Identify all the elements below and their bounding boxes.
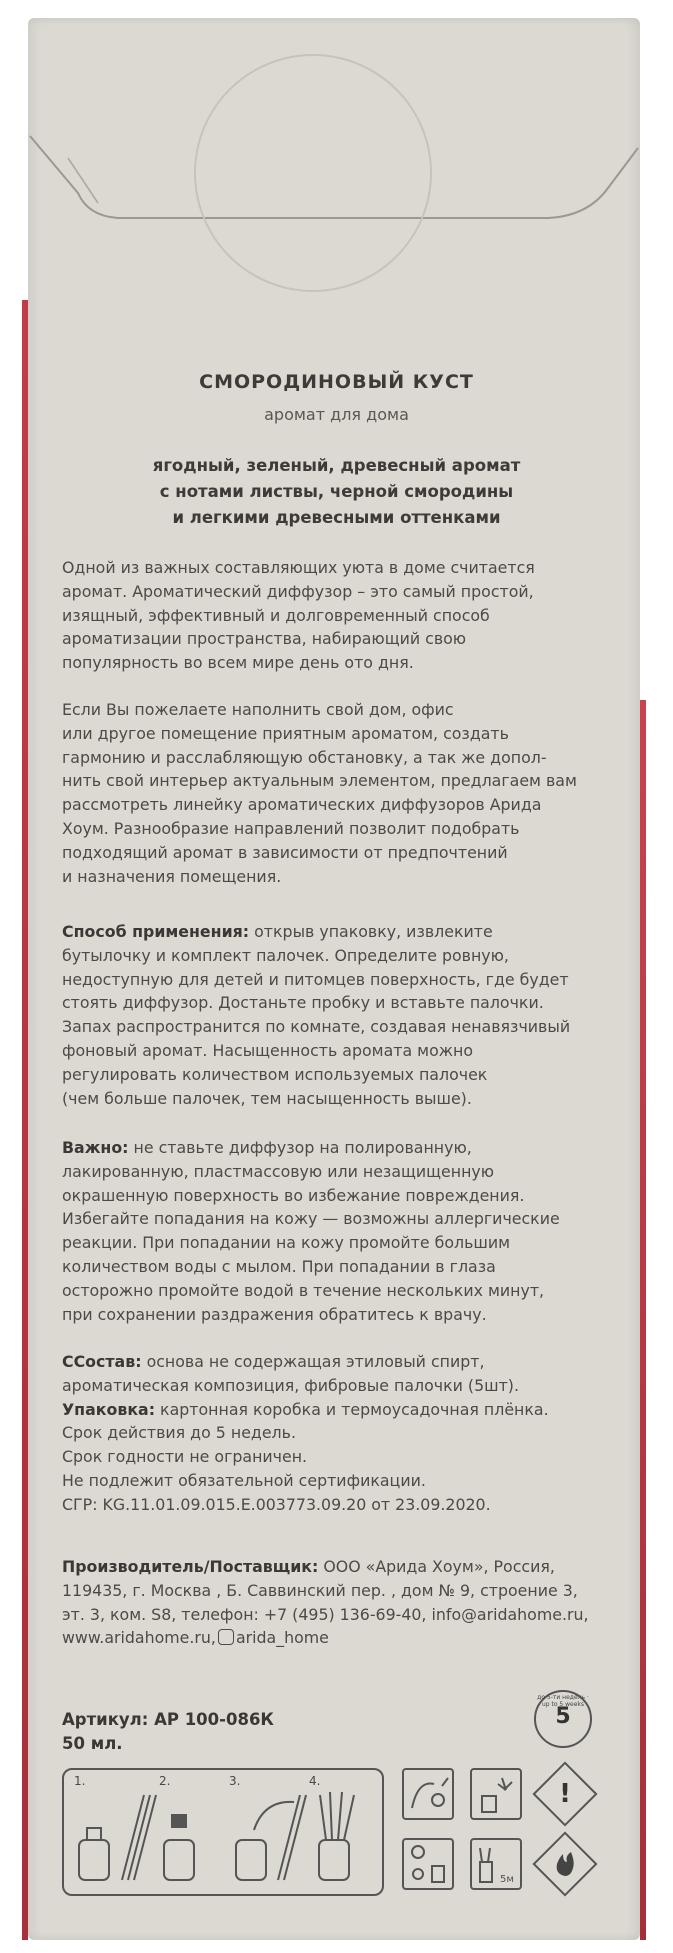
scent-line: и легкими древесными оттенками [172, 508, 501, 527]
step-1-label: 1. [74, 1774, 86, 1788]
usage-label: Способ применения: [62, 922, 250, 941]
usage-text: открыв упаковку, извлеките бутылочку и комплект палочек. Определите ровную, недоступную для детей и питомцев поверхность, где будет стоять диффузор. Достаньте пробку и вставьте палочки. Запах распространится по комнате, создавая ненавязчивый фоновый аромат. Насыщенность аромата можно регулировать количеством используемых палочек (чем больше палочек, тем насыщенность выше). [62, 922, 571, 1108]
instagram-icon [218, 1629, 234, 1645]
keep-from-heat-icon [470, 1768, 522, 1820]
keep-from-children-pets-icon [402, 1838, 454, 1890]
instagram-handle: arida_home [235, 1628, 329, 1648]
distance-icon [470, 1838, 522, 1890]
warning-mark [541, 1770, 589, 1818]
warning-text: не ставьте диффузор на полированную, лакированную, пластмассовую или незащищенную окрашенную поверхность во избежание повреждения. Избегайте попадания на кожу — возможны аллергические реакции. При попадании на кожу промойте большим количеством воды с мылом. При попадании в глаза осторожно промойте водой в течение нескольких минут, при сохранении раздражения обратитесь к врачу. [62, 1138, 560, 1324]
badge-ring-text: до 5-ти недель · up to 5 weeks [537, 1694, 589, 1708]
flammable-mark [541, 1840, 589, 1888]
usage-section [62, 920, 622, 1110]
bottle-2 [164, 1840, 194, 1880]
duration-badge [534, 1690, 592, 1748]
article-block [62, 1708, 274, 1756]
manufacturer-section [62, 1555, 622, 1650]
article-number: Артикул: АР 100-086К [62, 1710, 274, 1729]
box-flap [28, 18, 640, 348]
seal-sticker [195, 55, 431, 291]
certification-line: Не подлежит обязательной сертификации. [62, 1470, 426, 1490]
step-2-label: 2. [159, 1774, 171, 1788]
volume: 50 мл. [62, 1734, 123, 1753]
bottle-1 [79, 1840, 109, 1880]
composition-text: основа не содержащая этиловый спирт, ароматическая композиция, фибровые палочки (5шт). [62, 1352, 519, 1395]
warning-label: Важно: [62, 1138, 129, 1157]
shelf-life-line: Срок годности не ограничен. [62, 1447, 308, 1467]
scent-line: с нотами листвы, черной смородины [159, 482, 514, 501]
intro-paragraph: Одной из важных составляющих уюта в доме считается аромат. Ароматический диффузор – это самый простой, изящный, эффективный и долговременный способ ароматизации пространства, набирающий свою популярность во всем мире день ото дня. [62, 558, 535, 673]
product-name: СМОРОДИНОВЫЙ КУСТ [199, 371, 474, 393]
flame-icon [541, 1840, 589, 1888]
composition-label: ССостав: [62, 1352, 142, 1371]
expiry-line: Срок действия до 5 недель. [62, 1423, 296, 1443]
scent-description [0, 453, 673, 531]
bottle-4 [319, 1840, 349, 1880]
packaging-text: картонная коробка и термоусадочная плёнка. [155, 1399, 549, 1419]
manufacturer-label: Производитель/Поставщик: [62, 1557, 319, 1576]
warning-section [62, 1136, 622, 1326]
step-4-label: 4. [309, 1774, 321, 1788]
scent-line: ягодный, зеленый, древесный аромат [152, 456, 521, 475]
usage-steps-panel [62, 1768, 384, 1896]
warning-icon: ! [559, 1779, 571, 1809]
composition-section [62, 1350, 622, 1517]
intro-paragraph-2: Если Вы пожелаете наполнить свой дом, офис или другое помещение приятным ароматом, создать гармонию и расслабляющую обстановку, а так же допол- нить свой интерьер актуальным элементом, предлагаем вам рассмотреть линейку ароматических диффузоров Арида Хоум. Разнообразие направлений позволит подобрать подходящий аромат в зависимости от предпочтений и назначения помещения. [62, 700, 577, 886]
manufacturer-text: ООО «Арида Хоум», Россия, 119435, г. Москва , Б. Саввинский пер. , дом № 9, строение 3, эт. 3, ком. S8, телефон: +7 (495) 136-69-40, info@aridahome.ru, www.aridahome.ru, [62, 1557, 589, 1648]
step-3-label: 3. [229, 1774, 241, 1788]
steps-illustration [64, 1770, 382, 1894]
registration-line: СГР: KG.11.01.09.015.E.003773.09.20 от 23.09.2020. [62, 1494, 491, 1514]
badge-number: 5 [555, 1704, 571, 1729]
packaging-label: Упаковка: [62, 1399, 156, 1419]
distance-label: 5м [500, 1874, 514, 1885]
eye-contact-icon [402, 1768, 454, 1820]
bottle-3 [236, 1840, 266, 1880]
box-edge-right [640, 700, 646, 1940]
product-subtitle: аромат для дома [264, 405, 409, 424]
